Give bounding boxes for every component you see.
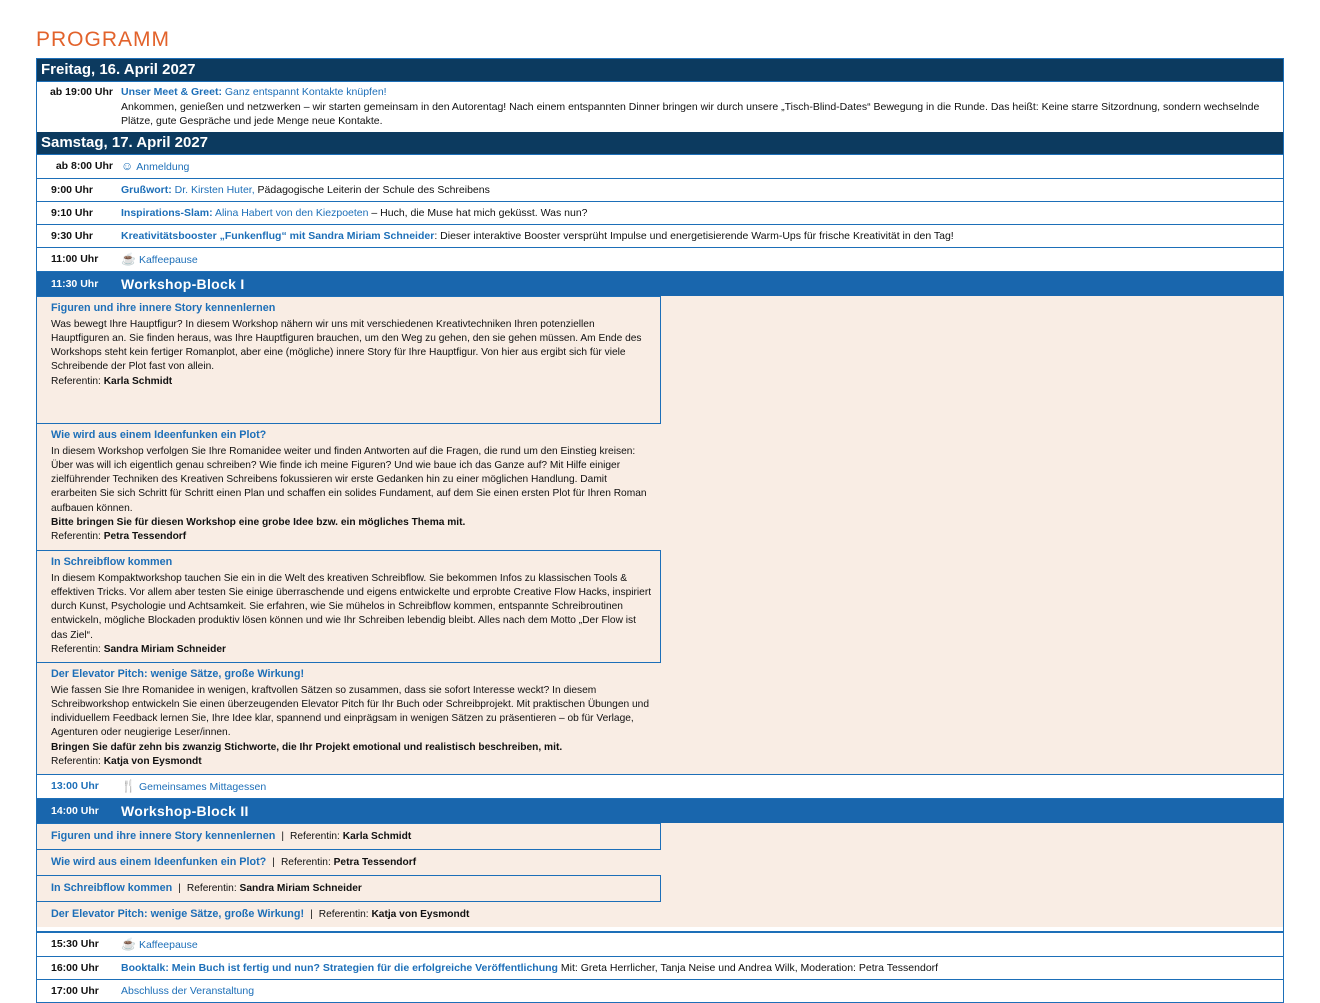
event-time: 16:00 Uhr bbox=[51, 961, 99, 974]
workshop-summary: Der Elevator Pitch: wenige Sätze, große Wirkung! | Referentin: Katja von Eysmondt bbox=[37, 901, 661, 927]
program-table bbox=[36, 58, 1284, 1003]
workshop-summary: Wie wird aus einem Ideenfunken ein Plot? | Referentin: Petra Tessendorf bbox=[37, 849, 661, 875]
event-title: Inspirations-Slam: bbox=[121, 206, 213, 219]
event-time: ab 8:00 Uhr bbox=[55, 159, 113, 172]
workshop-description: In diesem Kompaktworkshop tauchen Sie ein in die Welt des kreativen Schreibflow. Sie bekommen Infos zu klassischen Tools & effektiven Tricks. Vor allem aber testen Sie einige überraschende und eigens entwickelte und erprobte Creative Flow Hacks, inspiriert durch Kunst, Psychologie und Achtsamkeit. Sie erfahren, wie Sie mühelos in Schreibflow kommen, entspannte Schreibroutinen entwickeln, mögliche Blockaden produktiv lösen können und wie Ihr Schreiben lebendig bleibt. Alles nach dem Motto „Der Flow ist das Ziel“. bbox=[51, 572, 652, 641]
event-booktalk bbox=[37, 956, 1283, 979]
workshop-note: Bringen Sie dafür zehn bis zwanzig Stichworte, die Ihr Projekt emotional und realistisch beschreiben, mit. bbox=[51, 741, 563, 753]
event-meet-greet bbox=[37, 81, 1283, 132]
workshop-grid bbox=[37, 296, 1283, 774]
cutlery-icon: 🍴 bbox=[121, 778, 136, 793]
event-title: Gemeinsames Mittagessen bbox=[138, 780, 267, 793]
referent-label: Referentin: bbox=[51, 755, 101, 767]
event-time: 11:00 Uhr bbox=[51, 252, 99, 265]
event-time: 13:00 Uhr bbox=[51, 779, 99, 792]
referent-label: Referentin: bbox=[318, 908, 369, 920]
referent-label: Referentin: bbox=[186, 882, 237, 894]
event-title: Kaffeepause bbox=[138, 253, 198, 266]
referent-name: Sandra Miriam Schneider bbox=[103, 643, 226, 655]
event-greeting bbox=[37, 178, 1283, 201]
event-speaker: Dr. Kirsten Huter, bbox=[171, 183, 255, 196]
workshop-title: In Schreibflow kommen bbox=[51, 555, 173, 568]
workshop-card bbox=[37, 662, 661, 774]
referent-label: Referentin: bbox=[290, 830, 340, 842]
workshop-title: Figuren und ihre innere Story kennenlernen bbox=[51, 301, 276, 314]
event-title: Grußwort: bbox=[121, 183, 172, 196]
referent-name: Petra Tessendorf bbox=[333, 856, 417, 868]
event-description: Pädagogische Leiterin der Schule des Schreibens bbox=[254, 183, 490, 196]
workshop-title: Figuren und ihre innere Story kennenlernen bbox=[51, 829, 276, 842]
coffee-icon: ☕ bbox=[121, 251, 136, 266]
workshop-title: Wie wird aus einem Ideenfunken ein Plot? bbox=[51, 855, 267, 868]
event-title: Booktalk: Mein Buch ist fertig und nun? Strategien für die erfolgreiche Veröffentlichung bbox=[121, 961, 558, 974]
event-coffee-break-2 bbox=[37, 931, 1283, 956]
workshop-block-1-header bbox=[37, 271, 1283, 296]
event-coffee-break bbox=[37, 247, 1283, 271]
coffee-icon: ☕ bbox=[121, 936, 136, 951]
referent-name: Katja von Eysmondt bbox=[371, 908, 470, 920]
event-subtitle: Ganz entspannt Kontakte knüpfen! bbox=[221, 86, 387, 98]
referent-label: Referentin: bbox=[51, 643, 101, 655]
day-header-friday: Freitag, 16. April 2027 bbox=[37, 59, 1283, 81]
referent-name: Katja von Eysmondt bbox=[103, 755, 202, 767]
block-title: Workshop-Block I bbox=[121, 275, 245, 292]
workshop-description: In diesem Workshop verfolgen Sie Ihre Romanidee weiter und finden Antworten auf die Fragen, die rund um den Einstieg kreisen: Über was will ich eigentlich genau schreiben? Wie finde ich meine Figuren? Und wie baue ich das Ganze auf? Mit Hilfe einiger zielführender Techniken des Kreativen Schreibens fokussieren wir erste Gedanken hin zu einer möglichen Handlung. Damit erarbeiten Sie sich Schritt für Schritt einen Plan und schaffen ein solides Fundament, auf dem Sie einen ersten Plot für Ihren Roman aufbauen können. bbox=[51, 445, 647, 514]
event-closing bbox=[37, 979, 1283, 1002]
event-lunch bbox=[37, 774, 1283, 798]
block-title: Workshop-Block II bbox=[121, 802, 249, 819]
event-time: ab 19:00 Uhr bbox=[49, 86, 113, 98]
workshop-summary-grid bbox=[37, 823, 1283, 927]
workshop-title: Der Elevator Pitch: wenige Sätze, große Wirkung! bbox=[51, 667, 305, 680]
event-time: 9:10 Uhr bbox=[51, 206, 94, 219]
workshop-card bbox=[37, 296, 661, 423]
page-title: PROGRAMM bbox=[36, 28, 170, 51]
event-time: 9:00 Uhr bbox=[51, 183, 94, 196]
event-description: Ankommen, genießen und netzwerken – wir starten gemeinsam in den Autorentag! Nach einem entspannten Dinner bringen wir durch unsere „Tisch-Blind-Dates“ Bewegung in die Runde. Das heißt: Keine starre Sitzordnung, sondern wechselnde Plätze, gute Gespräche und jede Menge neue Kontakte. bbox=[121, 100, 1260, 127]
workshop-block-2-header bbox=[37, 798, 1283, 823]
event-title: Kreativitätsbooster „Funkenflug“ mit Sandra Miriam Schneider bbox=[121, 229, 435, 242]
referent-label: Referentin: bbox=[51, 375, 101, 387]
workshop-title: Wie wird aus einem Ideenfunken ein Plot? bbox=[51, 428, 267, 441]
workshop-title: In Schreibflow kommen bbox=[51, 881, 173, 894]
workshop-summary: Figuren und ihre innere Story kennenlernen | Referentin: Karla Schmidt bbox=[37, 823, 661, 849]
smiley-icon: ☺ bbox=[121, 158, 134, 173]
event-description: – Huch, die Muse hat mich geküsst. Was nun? bbox=[368, 206, 588, 219]
referent-name: Sandra Miriam Schneider bbox=[239, 882, 362, 894]
block-time: 14:00 Uhr bbox=[51, 804, 99, 817]
event-time: 9:30 Uhr bbox=[51, 229, 94, 242]
workshop-card bbox=[37, 550, 661, 662]
event-slam bbox=[37, 201, 1283, 224]
workshop-card bbox=[37, 423, 661, 550]
event-title: Unser Meet & Greet: bbox=[121, 86, 222, 98]
referent-name: Karla Schmidt bbox=[342, 830, 412, 842]
day-header-saturday: Samstag, 17. April 2027 bbox=[37, 132, 1283, 154]
event-title: Kaffeepause bbox=[138, 938, 198, 951]
event-title: Abschluss der Veranstaltung bbox=[121, 984, 255, 997]
workshop-summary: In Schreibflow kommen | Referentin: Sandra Miriam Schneider bbox=[37, 875, 661, 901]
event-registration bbox=[37, 154, 1283, 178]
referent-name: Petra Tessendorf bbox=[103, 530, 187, 542]
event-description: : Dieser interaktive Booster versprüht Impulse und energetisierende Warm-Ups für frische Kreativität in den Tag! bbox=[434, 229, 954, 242]
workshop-title: Der Elevator Pitch: wenige Sätze, große Wirkung! bbox=[51, 907, 305, 920]
event-booster bbox=[37, 224, 1283, 247]
workshop-description: Was bewegt Ihre Hauptfigur? In diesem Workshop nähern wir uns mit verschiedenen Kreativtechniken Ihren potenziellen Hauptfiguren an. Sie finden heraus, was Ihre Hauptfiguren brauchen, um den Weg zu gehen, den sie gehen müssen. Am Ende des Workshops steht kein fertiger Romanplot, aber eine (mögliche) innere Story für Ihre Hauptfigur. Von hier aus ergibt sich für viele Schreibende der Plot fast von allein. bbox=[51, 318, 642, 373]
referent-label: Referentin: bbox=[280, 856, 331, 868]
program-page bbox=[36, 26, 1284, 1003]
workshop-note: Bitte bringen Sie für diesen Workshop eine grobe Idee bzw. ein mögliches Thema mit. bbox=[51, 516, 466, 528]
block-time: 11:30 Uhr bbox=[51, 277, 99, 290]
event-time: 15:30 Uhr bbox=[51, 937, 99, 950]
referent-label: Referentin: bbox=[51, 530, 101, 542]
event-title: Anmeldung bbox=[136, 160, 190, 173]
event-speaker: Alina Habert von den Kiezpoeten bbox=[212, 206, 369, 219]
event-description: Mit: Greta Herrlicher, Tanja Neise und Andrea Wilk, Moderation: Petra Tessendorf bbox=[557, 961, 939, 974]
event-time: 17:00 Uhr bbox=[51, 984, 99, 997]
workshop-description: Wie fassen Sie Ihre Romanidee in wenigen, kraftvollen Sätzen so zusammen, dass sie sofort Interesse weckt? In diesem Schreibworkshop entwickeln Sie einen überzeugenden Elevator Pitch für Ihr Buch oder Schreibprojekt. Mit praktischen Übungen und individuellem Feedback lernen Sie, Ihre Idee klar, spannend und einprägsam in wenigen Sätzen zu präsentieren – ob für Verlage, Agenturen oder neugierige Leser/innen. bbox=[51, 684, 650, 739]
referent-name: Karla Schmidt bbox=[103, 375, 173, 387]
